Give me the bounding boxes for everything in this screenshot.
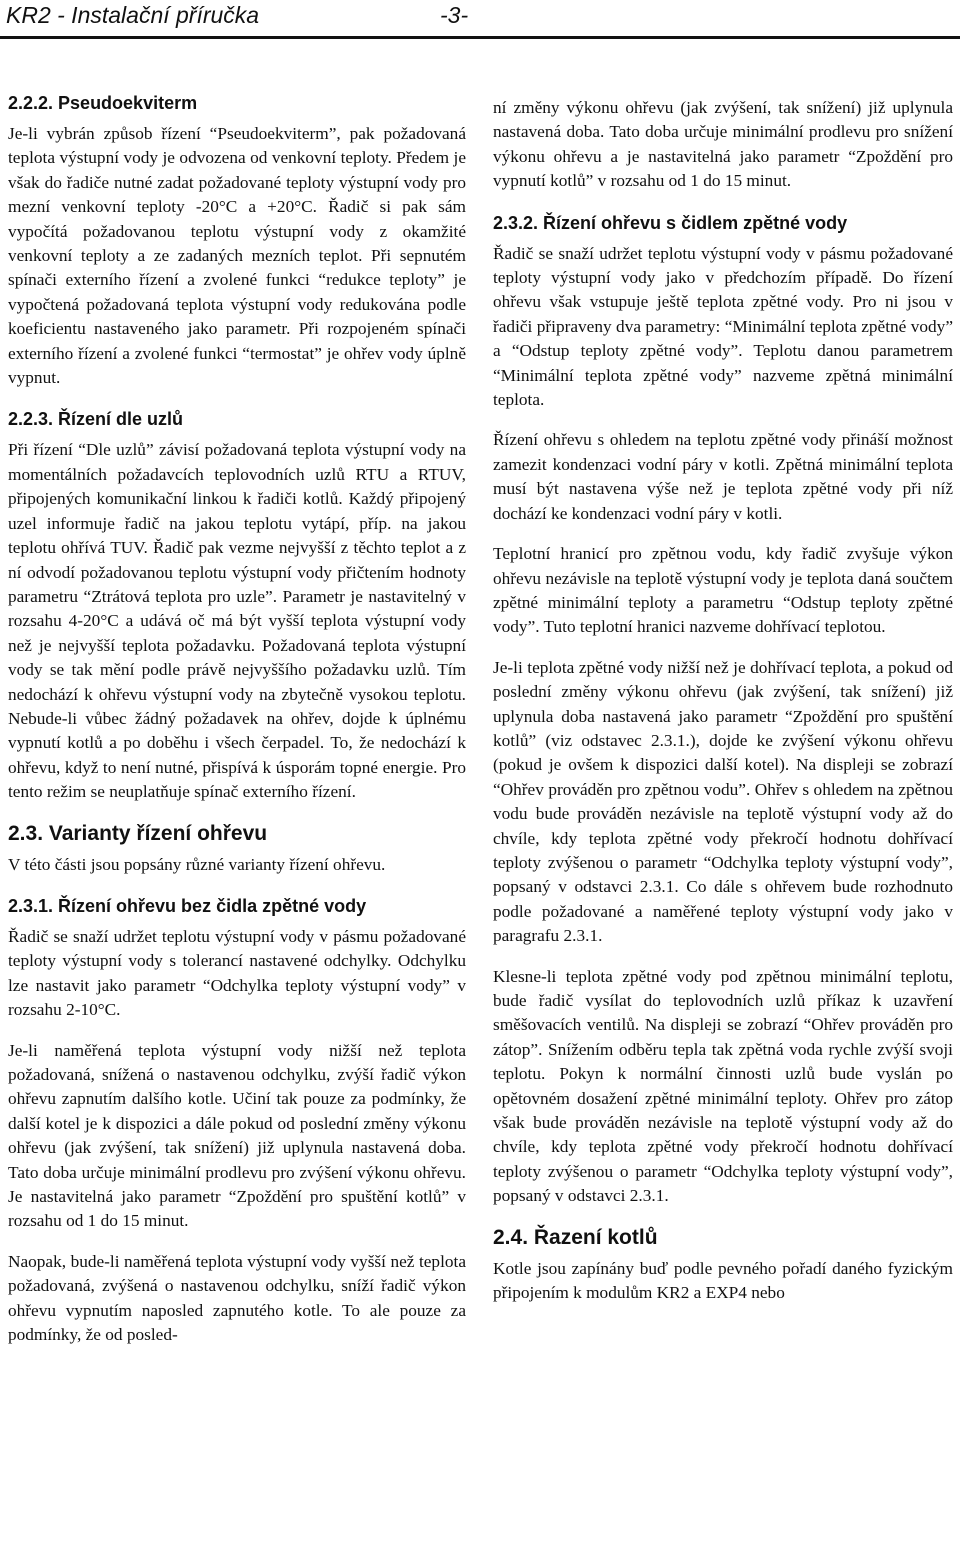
section-heading-pseudoekviterm: 2.2.2. Pseudoekviterm [8,93,198,113]
paragraph: Teplotní hranicí pro zpětnou vodu, kdy řadič zvyšuje výkon ohřevu nezávisle na teplotě výstupní vody je teplota daná součtem zpětné minimální teploty a parametru “Odstup teploty zpětné vody”. Tuto teplotní hranici nazveme dohřívací teplotou. [493,544,953,637]
paragraph: Při řízení “Dle uzlů” závisí požadovaná teplota výstupní vody na momentálních požadavcích teplovodních uzlů RTU a RTUV, připojených komunikační linkou k řadiči kotlů. Každý připojený uzel informuje řadič na jakou teplotu vytápí, příp. na jakou teplotu ohřívá TUV. Řadič pak vezme nejvyšší z těchto teplot a z ní odvodí požadovanou teplotu výstupní vody přičtením hodnoty parametru “Ztrátová teplota pro uzle”. Parametr je nastavitelný v rozsahu 4-20°C a udává oč má být vyšší teplota výstupní vody než je nejvyšší teplota požadavku. Požadovaná teplota výstupní vody se tak mění podle právě nejvyššího požadavku uzlů. Tím nedochází k ohřevu výstupní vody na zbytečně vysokou teplotu. Nebude-li vůbec žádný požadavek na ohřev, dojde k úplnému vypnutí kotlů a po doběhu i všech čerpadel. To, že nedochází k ohřevu, když to není nutné, přispívá k úsporám topné energie. Pro tento režim se neuplatňuje spínač externího řízení. [8,440,466,802]
right-column [493,96,953,1315]
paragraph: Řadič se snaží udržet teplotu výstupní vody v pásmu požadované teploty výstupní vody jako v předchozím případě. Do řízení ohřevu však vstupuje ještě teplota zpětné vody. Pro ni jsou v řadiči připraveny dva parametry: “Minimální teplota zpětné vody” a “Odstup teploty zpětné vody”. Teplotu danou parametrem “Minimální teplota zpětné vody” nazveme zpětná minimální teplota. [493,243,953,410]
paragraph: Kotle jsou zapínány buď podle pevného pořadí daného fyzickým připojením k modulům KR2 a EXP4 nebo [493,1258,953,1303]
paragraph: Je-li naměřená teplota výstupní vody nižší než teplota požadovaná, snížená o nastavenou odchylku, zvýší řadič výkon ohřevu zapnutím dalšího kotle. Učiní tak pouze za podmínky, že další kotel je k dispozici a dále pokud od poslední změny výkonu ohřevu (jak zvýšení, tak snížení) již uplynula nastavená doba. Tato doba určuje minimální prodlevu pro zvýšení výkonu ohřevu. Je nastavitelná jako parametr “Zpoždění pro spuštění kotlů” v rozsahu od 1 do 15 minut. [8,1040,466,1231]
section-heading-razeni-kotlu: 2.4. Řazení kotlů [493,1225,658,1249]
paragraph: Klesne-li teplota zpětné vody pod zpětnou minimální teplotu, bude řadič vysílat do teplovodních uzlů příkaz k uzavření směšovacích ventilů. Na displeji se zobrazí “Ohřev prováděn pro zátop”. Snížením odběru tepla tak zpětná voda rychle zvýší svoji teplotu. Pokyn k normální činnosti uzlů bude vyslán po opětovném dosažení zpětné minimální teploty. Ohřev pro zátop však bude prováděn nezávisle na teplotě výstupní vody až do chvíle, kdy teplota zpětné vody překročí hodnotu dohřívací teploty zvýšenou o parametr “Odchylka teploty výstupní vody”, popsaný v odstavci 2.3.1. [493,966,953,1206]
section-heading-varianty: 2.3. Varianty řízení ohřevu [8,821,268,845]
paragraph: ní změny výkonu ohřevu (jak zvýšení, tak snížení) již uplynula nastavená doba. Tato doba určuje minimální prodlevu pro snížení výkonu ohřevu a je nastavitelná jako parametr “Zpoždění pro vypnutí kotlů” v rozsahu od 1 do 15 minut. [493,98,953,191]
paragraph: V této části jsou popsány různé varianty řízení ohřevu. [8,854,386,874]
paragraph: Je-li vybrán způsob řízení “Pseudoekviterm”, pak požadovaná teplota výstupní vody je odvozena od venkovní teploty. Předem je však do řadiče nutné zadat požadované teploty výstupní vody pro mezní venkovní teploty -20°C a +20°C. Řadič si pak sám vypočítá požadovanou teplotu výstupní vody z okamžité venkovní teploty a ze zadaných mezních teplot. Při sepnutém spínači externího řízení a zvolené funkci “redukce teploty” je vypočtená požadovaná teplota výstupní vody redukována podle koeficientu nastaveného jako parametr. Při rozpojeném spínači externího řízení a zvolené funkci “termostat” je ohřev vody úplně vypnut. [8,124,466,388]
paragraph: Naopak, bude-li naměřená teplota výstupní vody vyšší než teplota požadovaná, zvýšená o nastavenou odchylku, sníží řadič výkon ohřevu vypnutím naposled zapnutého kotle. To ale pouze za podmínky, že od posled- [8,1251,466,1345]
paragraph: Řízení ohřevu s ohledem na teplotu zpětné vody přináší možnost zamezit kondenzaci vodní páry v kotli. Zpětná minimální teplota musí být nastavena výše než je teplota zpětné vody při níž dochází ke kondenzaci vodní páry v kotli. [493,430,953,523]
page-header [6,0,956,30]
left-column [8,90,466,1357]
section-heading-bez-cidla: 2.3.1. Řízení ohřevu bez čidla zpětné vody [8,895,367,916]
header-rule [0,36,960,39]
section-heading-rizeni-dle-uzlu: 2.2.3. Řízení dle uzlů [8,409,184,430]
paragraph: Řadič se snaží udržet teplotu výstupní vody v pásmu požadované teploty výstupní vody s tolerancí nastavené odchylky. Odchylku lze nastavit jako parametr “Odchylka teploty výstupní vody” v rozsahu 2-10°C. [8,926,466,1020]
page-number: -3- [440,2,469,28]
header-title: KR2 - Instalační příručka [6,2,260,28]
paragraph: Je-li teplota zpětné vody nižší než je dohřívací teplota, a pokud od poslední změny výkonu ohřevu (jak zvýšení, tak snížení) již uplynula doba nastavená jako parametr “Zpoždění pro spuštění kotlů” (viz odstavec 2.3.1.), dojde ke zvýšení výkonu ohřevu (pokud je ovšem k dispozici další kotel). Na displeji se zobrazí “Ohřev prováděn pro zpětnou vodu”. Ohřev s ohledem na zpětnou vodu bude prováděn nezávisle na teplotě výstupní vody až do chvíle, kdy teplota zpětné vody překročí hodnotu dohřívací teploty zvýšenou o parametr “Odchylka teploty výstupní vody”, popsaný v odstavci 2.3.1. Co dále s ohřevem bude rozhodnuto podle požadované a naměřené teploty výstupní vody jako v paragrafu 2.3.1. [493,657,953,946]
section-heading-s-cidlem: 2.3.2. Řízení ohřevu s čidlem zpětné vody [493,212,848,233]
